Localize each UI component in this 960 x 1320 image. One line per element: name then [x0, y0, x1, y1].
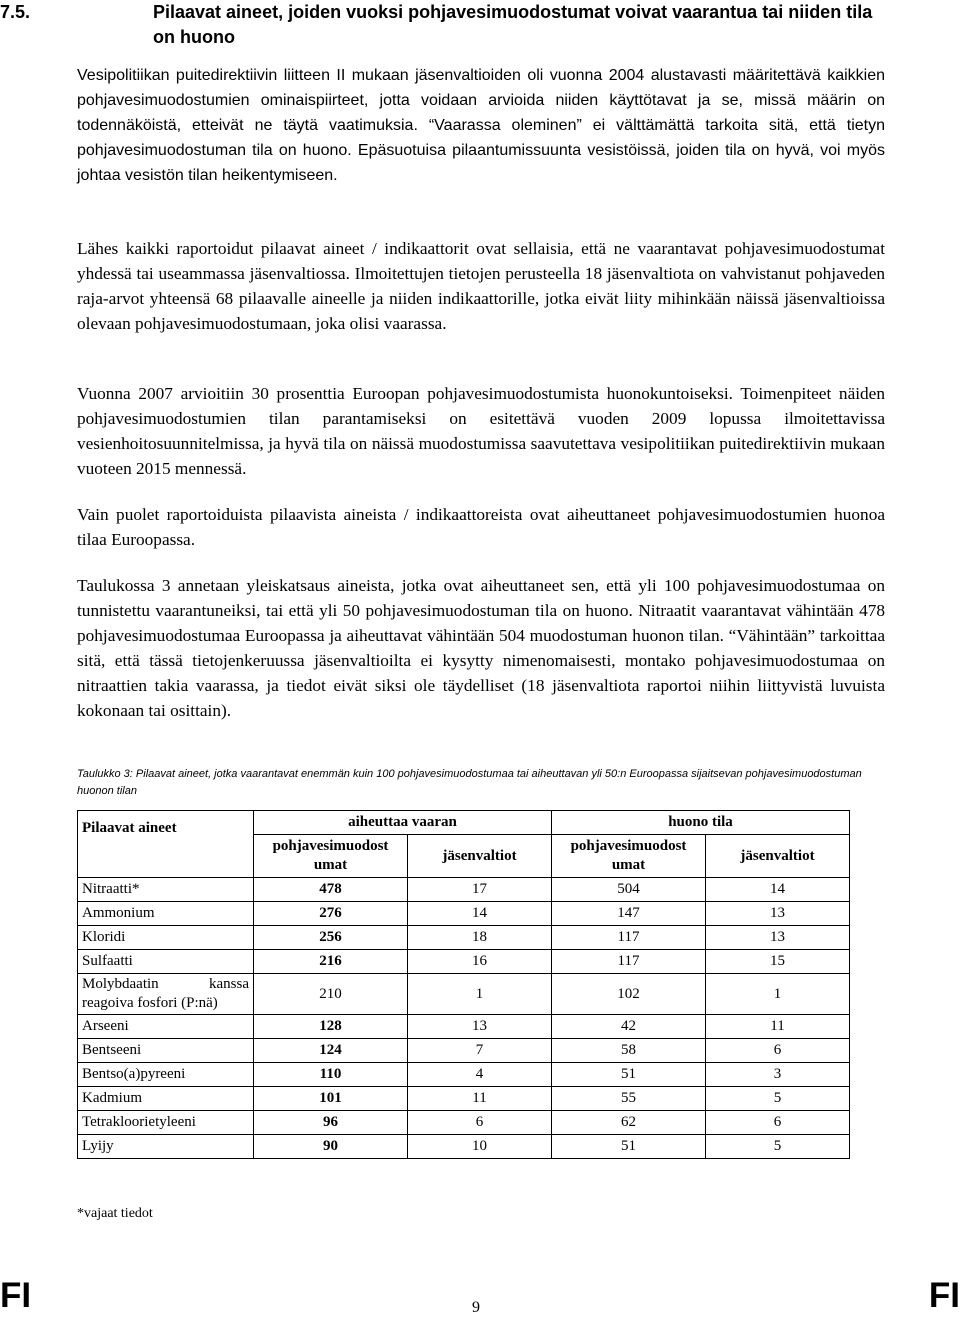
section-number: 7.5.: [0, 2, 31, 22]
paragraph-2: Lähes kaikki raportoidut pilaavat aineet / indikaattorit ovat sellaisia, että ne vaarantavat pohjavesimuodostumat yhdessä tai useammassa jäsenvaltiossa. Ilmoitettujen tietojen perusteella 18 jäsenvaltiota on vahvistanut pohjaveden raja-arvot yhteensä 68 pilaavalle aineelle ja niiden indikaattorille, jotka eivät liity mihinkään näissä jäsenvaltioissa olevaan pohjavesimuodostumaan, joka olisi vaarassa.: [77, 239, 885, 333]
paragraph-5: Taulukossa 3 annetaan yleiskatsaus aineista, jotka ovat aiheuttaneet sen, että yli 100 pohjavesimuodostumaa on tunnistettu vaarantuneiksi, tai että yli 50 pohjavesimuodostuman tila on huono. Nitraatit vaarantavat vähintään 478 pohjavesimuodostumaa Euroopassa ja aiheuttavat vähintään 504 muodostuman huonon tilan. “Vähintään” tarkoittaa sitä, että tässä tietojenkeruussa jäsenvaltioilta ei kysytty nimenomaisesti, montako pohjavesimuodostumaa on nitraattien takia vaarassa, ja tiedot eivät siksi ole täydelliset (18 jäsenvaltiota raportoi niihin liittyvistä luvuista kokonaan tai osittain).: [77, 576, 885, 720]
table-caption: Taulukko 3: Pilaavat aineet, jotka vaarantavat enemmän kuin 100 pohjavesimuodostumaa tai aiheuttavan yli 50:n Euroopassa sijaitsevan pohjavesimuodostuman huonon tilan: [77, 768, 862, 797]
page-number: 9: [472, 1299, 480, 1316]
footer-lang-left: FI: [0, 1276, 32, 1315]
header-risk-states: jäsenvaltiot: [408, 835, 552, 878]
header-poor: huono tila: [552, 811, 850, 835]
table-row: Molybdaatin kanssa reagoiva fosfori (P:nä) 210 1 102 1: [78, 974, 850, 1015]
table-row: Kloridi 256 18 117 13: [78, 926, 850, 950]
footer-lang-right: FI: [928, 1276, 960, 1315]
header-poor-bodies: pohjavesimuodost umat: [552, 835, 706, 878]
table-row: Tetrakloorietyleeni 96 6 62 6: [78, 1111, 850, 1135]
header-poor-states: jäsenvaltiot: [706, 835, 850, 878]
header-substance: Pilaavat aineet: [78, 811, 254, 878]
paragraph-4: Vain puolet raportoiduista pilaavista aineista / indikaattoreista ovat aiheuttaneet pohjavesimuodostumien huonoa tilaa Euroopassa.: [77, 505, 885, 549]
table-row: Nitraatti* 478 17 504 14: [78, 878, 850, 902]
header-risk-bodies: pohjavesimuodost umat: [254, 835, 408, 878]
table-row: Ammonium 276 14 147 13: [78, 902, 850, 926]
table-row: Bentso(a)pyreeni 110 4 51 3: [78, 1063, 850, 1087]
section-title: Pilaavat aineet, joiden vuoksi pohjavesimuodostumat voivat vaarantua tai niiden tila on huono: [153, 2, 873, 47]
footnote: *vajaat tiedot: [77, 1206, 153, 1221]
table-row: Lyijy 90 10 51 5: [78, 1135, 850, 1159]
substances-table: [77, 810, 850, 1159]
table-row: Bentseeni 124 7 58 6: [78, 1039, 850, 1063]
paragraph-1: Vesipolitiikan puitedirektiivin liitteen II mukaan jäsenvaltioiden oli vuonna 2004 alustavasti määritettävä kaikkien pohjavesimuodostumien ominaispiirteet, jotta voidaan arvioida niiden käyttötavat ja se, missä määrin on todennäköistä, etteivät ne täytä vaatimuksia. “Vaarassa oleminen” ei välttämättä tarkoita sitä, että tietyn pohjavesimuodostuman tila on huono. Epäsuotuisa pilaantumissuunta vesistöissä, joiden tila on hyvä, voi myös johtaa vesistön tilan heikentymiseen.: [77, 67, 885, 184]
header-risk: aiheuttaa vaaran: [254, 811, 552, 835]
paragraph-3: Vuonna 2007 arvioitiin 30 prosenttia Euroopan pohjavesimuodostumista huonokuntoiseksi. Toimenpiteet näiden pohjavesimuodostumien tilan parantamiseksi on esitettävä vuoden 2009 lopussa ilmoitettavissa vesienhoitosuunnitelmissa, ja hyvä tila on näissä muodostumissa saavutettava vesipolitiikan puitedirektiivin mukaan vuoteen 2015 mennessä.: [77, 384, 885, 478]
table-row: Arseeni 128 13 42 11: [78, 1015, 850, 1039]
table-row: Sulfaatti 216 16 117 15: [78, 950, 850, 974]
table-row: Kadmium 101 11 55 5: [78, 1087, 850, 1111]
